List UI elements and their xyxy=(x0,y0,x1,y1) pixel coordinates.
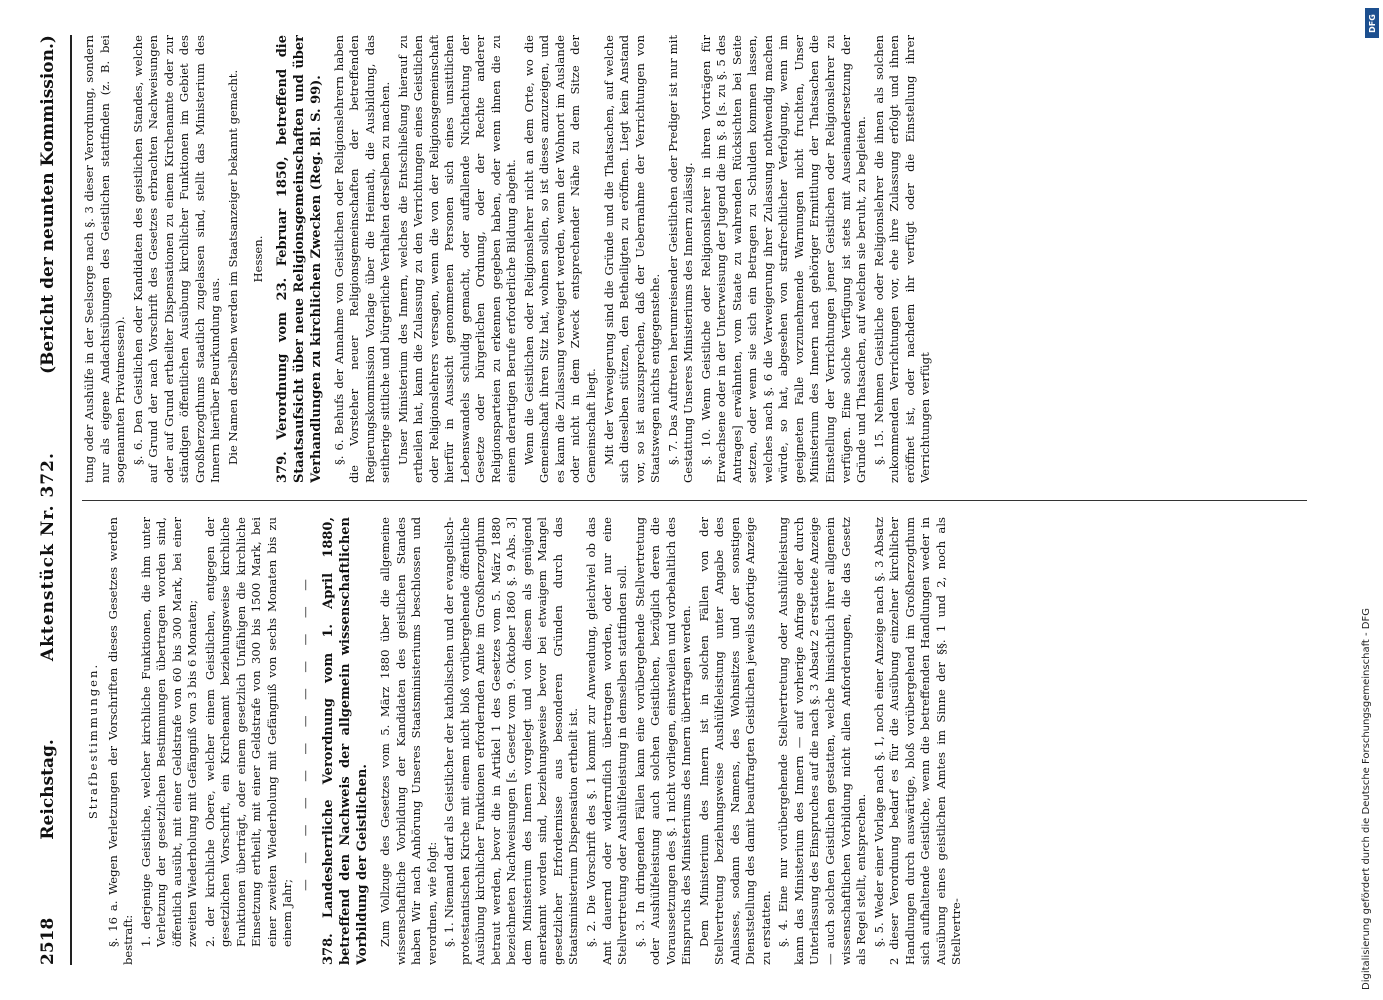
paragraph-379-s6: §. 6. Behufs der Annahme von Geistlichen oder Religionslehrern haben die Vorsteher neuer Religionsgemeinschaften der betreffenden Regierungskommission Vorlage über die Heimath, die Ausbildung, das seitherige sittliche und bürgerliche Verhalten derselben zu machen. xyxy=(331,35,393,483)
list-item-2: 2. der kirchliche Obere, welcher einem Geistlichen, entgegen der gesetzlichen Vorschrift, ein Kirchenamt beziehungsweise kirchliche Funktionen überträgt, oder einem gesetzlich Unfähigen die kirchliche Einsetzung ertheilt, mit einer Geldstrafe von 300 bis 1500 Mark, bei einer zweiten Wiederholung mit Gefängniß von sechs Monaten bis zu einem Jahr; xyxy=(202,517,295,947)
intro-378: Zum Vollzuge des Gesetzes vom 5. März 1880 über die allgemeine wissenschaftliche Vorbildung der Kandidaten des geistlichen Standes haben Wir nach Anhörung Unseres Staatsministeriums beschlossen und verordnen, wie folgt: xyxy=(378,517,439,965)
section-title: Strafbestimmungen. xyxy=(86,662,100,820)
header-left-title: Reichstag. xyxy=(38,739,58,840)
rotated-document-page xyxy=(26,35,1316,965)
paragraph-379-s15: §. 15. Nehmen Geistliche oder Religionslehrer die ihnen als solchen zukommenden Verrichtungen vor, ehe ihre Zulassung erfolgt und ihnen eröffnet ist, oder nachdem ihr verfügt oder die Einstellung ihrer Verrichtungen verfügt xyxy=(871,35,933,483)
paragraph-s4: §. 4. Eine nur vorübergehende Stellvertretung oder Aushülfeleistung kann das Ministerium des Innern — auf vorherige Anfrage oder durch Unterlassung des Einspruches auf die nach §. 3 Absatz 2 erstattete Anzeige — auch solchen Geistlichen gestatten, welche hinsichtlich ihrer allgemein wissenschaftlichen Vorbildung nicht allen Anforderungen, die das Gesetz als Regel stellt, entsprechen. xyxy=(776,517,869,965)
paragraph-16a: §. 16 a. Wegen Verletzungen der Vorschriften dieses Gesetzes werden bestraft: xyxy=(105,517,136,965)
dfg-logo xyxy=(1365,8,1379,38)
digitization-text: Digitalisierung gefördert durch die Deutsche Forschungsgemeinschaft - DFG xyxy=(1361,607,1372,990)
page-number: 2518 xyxy=(38,917,58,965)
left-column xyxy=(82,517,1307,965)
paragraph-379-s6d: Mit der Verweigerung sind die Gründe und die Thatsachen, auf welche sich dieselben stützen, den Betheiligten zu eröffnen. Liegt kein Anstand vor, so ist auszusprechen, daß der Uebernahme der Verrichtungen von Staatswegen nichts entgegenstehe. xyxy=(601,35,663,483)
paragraph-s3: §. 3. In dringenden Fällen kann eine vorübergehende Stellvertretung oder Aushülfeleistung auch solchen Geistlichen, bezüglich deren die Voraussetzungen des §. 1 nicht vorliegen, einstweilen und vorbehaltlich des Einspruchs des Ministeriums des Innern übertragen werden. xyxy=(632,517,694,965)
paragraph-379-s6c: Wenn die Geistlichen oder Religionslehrer nicht an dem Orte, wo die Gemeinschaft ihren Sitz hat, wohnen sollen, so ist dieses anzuzeigen, und es kann die Zulassung verweigert werden, wenn der Wohnort im Auslande oder nicht in dem Zweck entsprechender Nähe zu dem Sitze der Gemeinschaft liegt. xyxy=(521,35,599,483)
heading-379: 379. Verordnung vom 23. Februar 1850, betreffend die Staatsaufsicht über neue Religionsgemeinschaften und über Verhandlungen zu kirchlichen Zwecken (Reg. Bl. S. 99). xyxy=(274,35,324,483)
paragraph-s3b: Dem Ministerium des Innern ist in solchen Fällen von der Stellvertretung beziehungsweise Aushülfeleistung unter Angabe des Anlasses, sodann des Namens, des Wohnsitzes und der sonstigen Dienststellung des damit beauftragten Geistlichen jeweils sofortige Anzeige zu erstatten. xyxy=(696,517,773,965)
paragraph-r-s6: §. 6. Den Geistlichen oder Kandidaten des geistlichen Standes, welche auf Grund der nach Vorschrift des Gesetzes erbrachten Nachweisungen oder auf Grund ertheilter Dispensationen zu einem Kirchenamte oder zur ständigen öffentlichen Ausübung kirchlicher Funktionen im Gebiet des Großherzogthums staatlich zugelassen sind, stellt das Ministerium des Innern hierüber Beurkundung aus. xyxy=(130,35,223,483)
list-item-1: 1. derjenige Geistliche, welcher kirchliche Funktionen, die ihm unter Verletzung der gesetzlichen Bestimmungen übertragen worden sind, öffentlich ausübt, mit einer Geldstrafe von 60 bis 300 Mark, bei einer zweiten Wiederholung mit Gefängniß von 3 bis 6 Monaten; xyxy=(138,517,200,947)
digitization-note xyxy=(1355,10,1379,990)
header-center-title: Aktenstück Nr. 372. xyxy=(38,452,58,662)
paragraph-r-s6b: Die Namen derselben werden im Staatsanzeiger bekannt gemacht. xyxy=(225,69,240,465)
dfg-logo-text: DFG xyxy=(1367,13,1377,33)
dash-separator: — — — — — — — — — — — — xyxy=(297,573,312,891)
column-divider xyxy=(82,500,1307,501)
paragraph-s2: §. 2. Die Vorschrift des §. 1 kommt zur Anwendung, gleichviel ob das Amt dauernd oder widerruflich übertragen worden, oder nur eine Stellvertretung oder Aushülfeleistung in demselben stattfinden soll. xyxy=(584,517,630,965)
header-right-title: (Bericht der neunten Kommission.) xyxy=(38,35,58,375)
paragraph-s5: §. 5. Weder einer Vorlage nach §. 1, noch einer Anzeige nach §. 3 Absatz 2 dieser Verordnung bedarf es für die Ausübung einzelner kirchlicher Handlungen durch auswärtige, bloß vorübergehend im Großherzogthum sich aufhaltende Geistliche, wenn die betreffenden Handlungen weder in Ausübung eines geistlichen Amtes im Sinne der §§. 1 und 2, noch als Stellvertre- xyxy=(871,517,964,965)
continuation-text: tung oder Aushülfe in der Seelsorge nach §. 3 dieser Verordnung, sondern nur als eigene Andachtsübungen des Geistlichen stattfinden (z. B. bei sogenannten Privatmessen). xyxy=(82,35,128,483)
heading-378: 378. Landesherrliche Verordnung vom 1. April 1880, betreffend den Nachweis der allgemein wissenschaftlichen Vorbildung der Geistlichen. xyxy=(321,517,371,965)
paragraph-379-s7: §. 7. Das Auftreten herumreisender Geistlichen oder Prediger ist nur mit Gestattung Unseres Ministeriums des Innern zulässig. xyxy=(665,35,696,483)
state-heading: Hessen. xyxy=(251,235,266,283)
paragraph-s1: §. 1. Niemand darf als Geistlicher der katholischen und der evangelisch-protestantischen Kirche mit einem nicht bloß vorübergehende öffentliche Ausübung kirchlicher Funktionen erfordernden Amte im Großherzogthum betraut werden, bevor die in Artikel 1 des Gesetzes vom 5. März 1880 bezeichneten Nachweisungen [s. Gesetz vom 9. Oktober 1860 §. 9 Abs. 3] dem Ministerium des Innern vorgelegt und von diesem als genügend anerkannt worden sind, beziehungsweise bevor bei etwaigem Mangel gesetzlicher Erfordernisse aus besonderen Gründen durch das Staatsministerium Dispensation ertheilt ist. xyxy=(442,517,581,965)
page-header xyxy=(26,35,72,965)
right-column xyxy=(82,35,1307,483)
paragraph-379-s10: §. 10. Wenn Geistliche oder Religionslehrer in ihren Vorträgen für Erwachsene oder in der Unterweisung der Jugend die im §. 8 [s. zu §. 5 des Antrages] erwähnten, vom Staate zu wahrenden Rücksichten bei Seite setzen, oder wenn sie sich ein Betragen zu Schulden kommen lassen, welches nach §. 6 die Verweigerung ihrer Zulassung nothwendig machen würde, so hat, abgesehen von strafrechtlicher Verfolgung, wenn im geeigneten Falle vorzunehmende Warnungen nicht fruchten, Unser Ministerium des Innern nach gehöriger Ermittlung der Thatsachen die Einstellung der Verrichtungen jener Geistlichen oder Religionslehrer zu verfügen. Eine solche Verfügung ist stets mit Auseinandersetzung der Gründe und Thatsachen, auf welchen sie beruht, zu begleiten. xyxy=(698,35,869,483)
paragraph-379-s6b: Unser Ministerium des Innern, welches die Entschließung hierauf zu ertheilen hat, kann die Zulassung zu den Verrichtungen eines Geistlichen oder Religionslehrers versagen, wenn die von der Religionsgemeinschaft hierfür in Aussicht genommenen Personen sich eines unsittlichen Lebenswandels schuldig gemacht, oder auffallende Nichtachtung der Gesetze oder bürgerlichen Ordnung, oder der Rechte anderer Religionsparteien zu erkennen gegeben haben, oder wenn ihnen die zu einem derartigen Berufe erforderliche Bildung abgeht. xyxy=(395,35,519,483)
